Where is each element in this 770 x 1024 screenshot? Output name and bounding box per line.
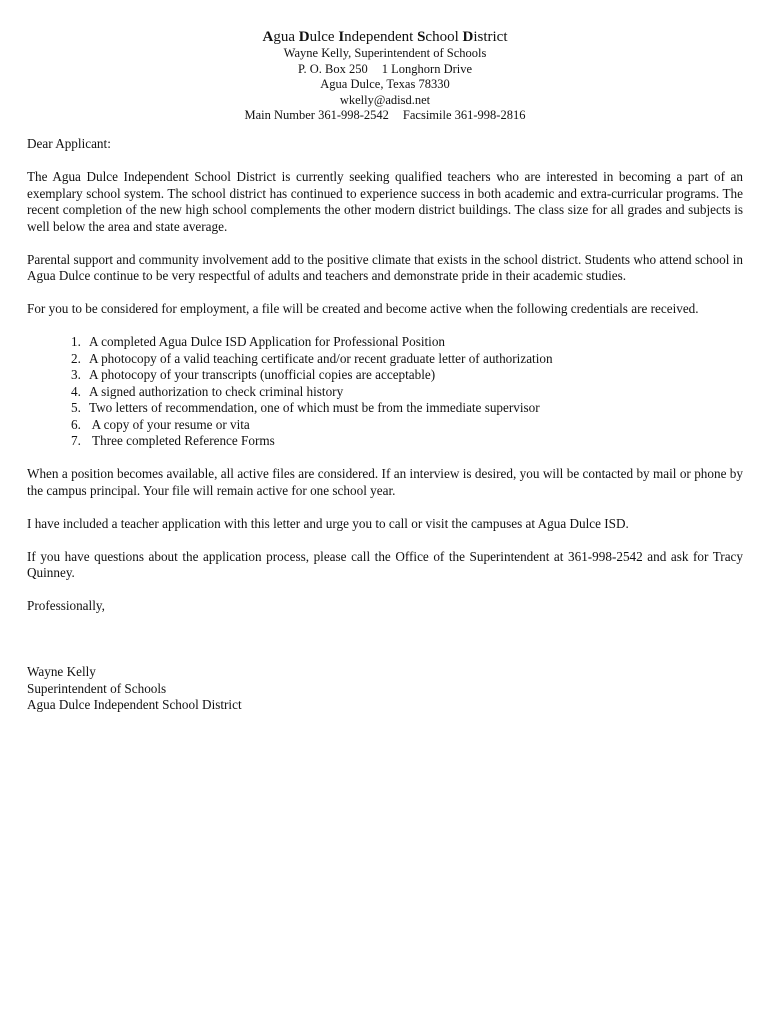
closing: Professionally, (27, 598, 105, 613)
paragraph-credentials-intro: For you to be considered for employment, a file will be created and become active when the following credentials are received. (27, 301, 699, 316)
signature-block (27, 664, 743, 714)
phone-line (0, 108, 770, 124)
salutation: Dear Applicant: (27, 136, 111, 151)
list-item: 2. A photocopy of a valid teaching certificate and/or recent graduate letter of authorization (71, 350, 553, 366)
signer-organization: Agua Dulce Independent School District (27, 697, 242, 712)
list-item: 3. A photocopy of your transcripts (unofficial copies are acceptable) (71, 367, 436, 382)
main-number: Main Number 361-998-2542 (244, 108, 389, 122)
po-box: P. O. Box 250 (297, 61, 368, 76)
district-name-part: District (462, 29, 508, 45)
paragraph-application-included: I have included a teacher application with this letter and urge you to call or visit the campuses at Agua Dulce ISD. (27, 515, 629, 531)
list-item: 4. A signed authorization to check criminal history (71, 383, 344, 399)
address-line (0, 62, 770, 78)
district-name-part: Independent (338, 29, 418, 45)
district-name-part: Dulce (298, 29, 339, 45)
list-item: 5. Two letters of recommendation, one of which must be from the immediate supervisor (71, 400, 540, 415)
letter-body (27, 136, 743, 714)
city-line: Agua Dulce, Texas 78330 (320, 77, 450, 91)
credentials-list (27, 334, 743, 450)
paragraph-position-available: When a position becomes available, all active files are considered. If an interview is desired, you will be contacted by mail or phone by the campus principal. Your file will remain active for one school year. (27, 466, 743, 498)
fax-number: Facsimile 361-998-2816 (402, 108, 526, 122)
signer-title: Superintendent of Schools (27, 680, 167, 696)
district-name-part: School (417, 29, 463, 45)
list-item: 1. A completed Agua Dulce ISD Application for Professional Position (71, 334, 446, 349)
district-name (0, 28, 770, 46)
email-line: wkelly@adisd.net (339, 92, 431, 107)
street-address: 1 Longhorn Drive (381, 61, 473, 76)
list-item: 6. A copy of your resume or vita (71, 416, 250, 432)
paragraph-intro: The Agua Dulce Independent School District is currently seeking qualified teachers who are interested in becoming a part of an exemplary school system. The school district has continued to experience success in both academic and extra-curricular programs. The recent completion of the new high school complements the other modern district buildings. The class size for all grades and subjects is well below the area and state average. (27, 169, 743, 234)
list-item: 7. Three completed Reference Forms (71, 433, 275, 448)
paragraph-questions: If you have questions about the application process, please call the Office of the Superintendent at 361-998-2542 and ask for Tracy Quinney. (27, 548, 743, 580)
letterhead (0, 28, 770, 124)
district-name-part: Agua (262, 29, 299, 45)
paragraph-community: Parental support and community involvement add to the positive climate that exists in the school district. Students who attend school in Agua Dulce continue to be very respectful of adults and teachers and demonstrate pride in their academic studies. (27, 251, 743, 283)
superintendent-line: Wayne Kelly, Superintendent of Schools (283, 46, 487, 60)
signer-name: Wayne Kelly (27, 664, 96, 679)
